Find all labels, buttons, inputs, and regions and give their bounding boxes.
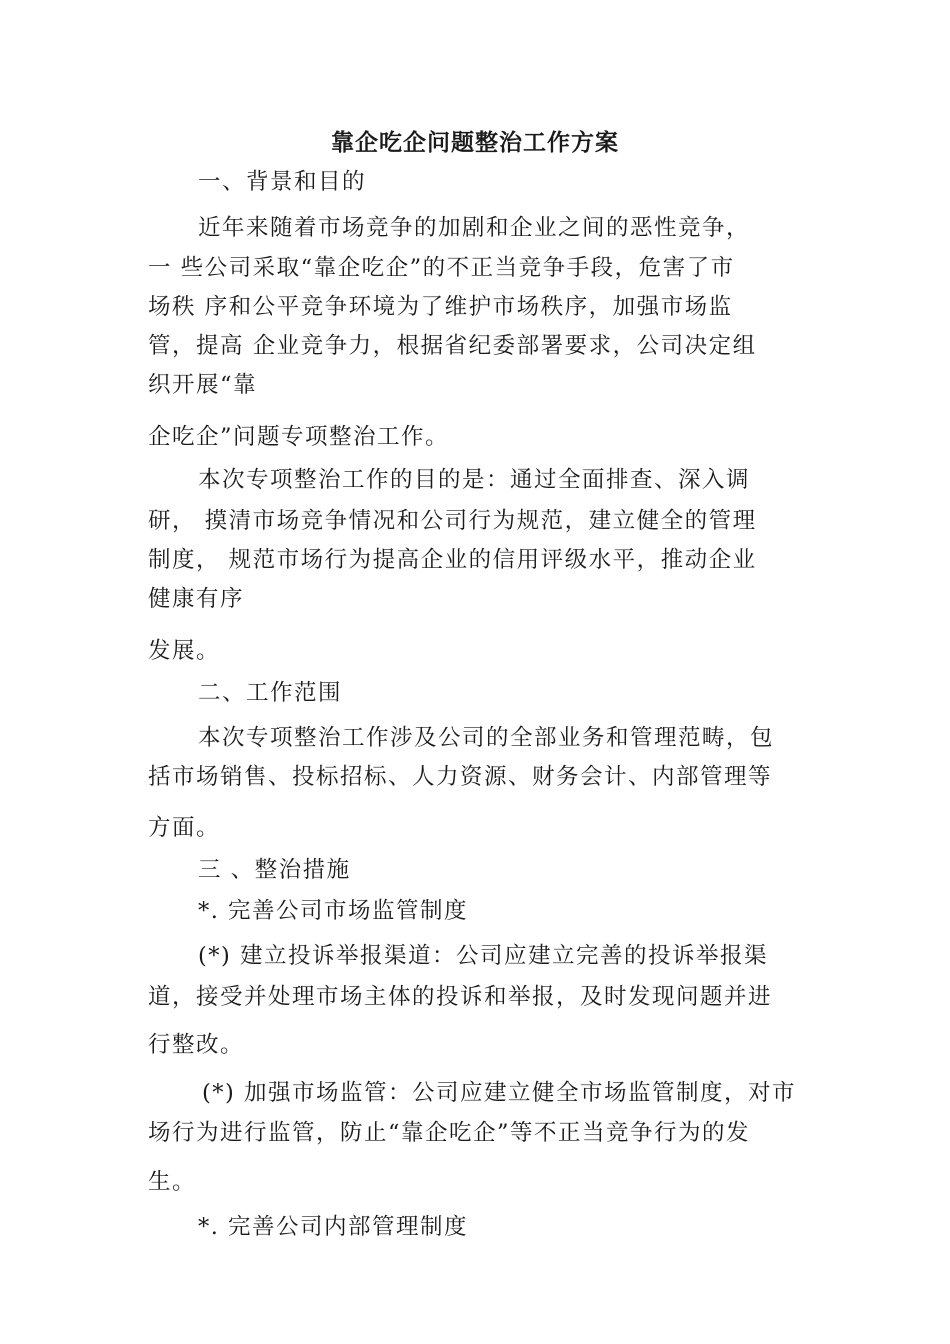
section-heading-background: 一、背景和目的 [198, 169, 367, 195]
paragraph-line: 场行为进行监管，防止“靠企吃企”等不正当竞争行为的发 [148, 1120, 751, 1146]
paragraph-line: 方面。 [148, 815, 221, 841]
paragraph-line: 近年来随着市场竞争的加剧和企业之间的恶性竞争， [198, 215, 751, 241]
paragraph-line: (*) 加强市场监管：公司应建立健全市场监管制度，对市 [202, 1080, 796, 1106]
paragraph-line: 健康有序 [148, 586, 245, 612]
section-heading-scope: 二、工作范围 [198, 680, 343, 706]
paragraph-line: 道，接受并处理市场主体的投诉和举报，及时发现问题并进 [148, 984, 773, 1010]
paragraph-line: 发展。 [148, 638, 221, 664]
section-heading-measures: 三 、整治措施 [198, 857, 351, 883]
subheading-line: *. 完善公司内部管理制度 [198, 1214, 469, 1240]
paragraph-line: 生。 [148, 1169, 197, 1195]
paragraph-line: 织开展“靠 [148, 372, 258, 398]
subheading-line: *. 完善公司市场监管制度 [198, 898, 469, 924]
paragraph-line: 管，提高 企业竞争力，根据省纪委部署要求，公司决定组 [148, 333, 757, 359]
paragraph-line: 一 些公司采取“靠企吃企”的不正当竞争手段，危害了市 [148, 255, 735, 281]
paragraph-line: (*) 建立投诉举报渠道：公司应建立完善的投诉举报渠 [198, 943, 768, 969]
paragraph-line: 本次专项整治工作的目的是：通过全面排查、深入调 [198, 467, 751, 493]
paragraph-line: 企吃企”问题专项整治工作。 [148, 424, 450, 450]
paragraph-line: 场秩 序和公平竞争环境为了维护市场秩序，加强市场监 [148, 294, 733, 320]
paragraph-line: 括市场销售、投标招标、人力资源、财务会计、内部管理等 [148, 764, 773, 790]
paragraph-line: 制度， 规范市场行为提高企业的信用评级水平，推动企业 [148, 547, 757, 573]
paragraph-line: 行整改。 [148, 1032, 245, 1058]
paragraph-line: 研， 摸清市场竞争情况和公司行为规范，建立健全的管理 [148, 508, 757, 534]
paragraph-line: 本次专项整治工作涉及公司的全部业务和管理范畴，包 [198, 725, 775, 751]
document-title: 靠企吃企问题整治工作方案 [331, 129, 619, 156]
